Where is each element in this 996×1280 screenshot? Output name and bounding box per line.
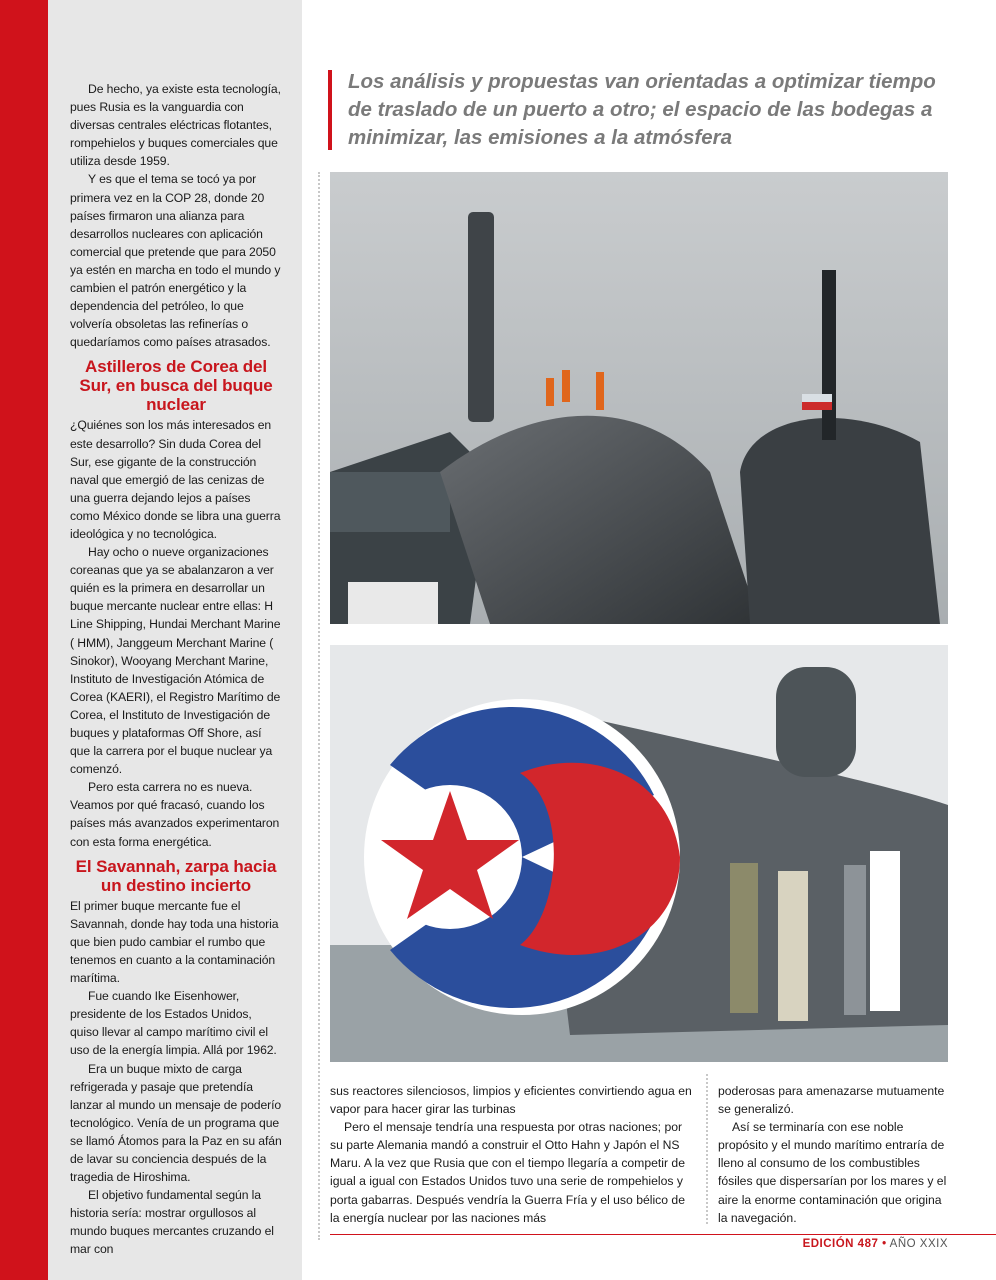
paragraph: Hay ocho o nueve organizaciones coreanas que ya se abalanzaron a ver quién es la primera en desarrollar un buque mercante nuclear entre ellas: H Line Shipping, Hundai Merchant Marine ( HMM), Janggeum Merchant Marine ( Sinokor), Wooyang Merchant Marine, Instituto de Investigación Atómica de Corea (KAERI), el Registro Marítimo de Corea, el Instituto de Investigación de buques y plataformas Off Shore, así que la carrera por el buque nuclear ya comenzó. xyxy=(70,545,281,777)
paragraph: Y es que el tema se tocó ya por primera vez en la COP 28, donde 20 países firmaron una alianza para desarrollos nucleares con aplicación comercial que pretende que para 2050 ya estén en marcha en todo el mundo y cambien el patrón energético y la dependencia del petróleo, lo que volvería obsoletas las refinerías o quedaríamos como países atrasados. xyxy=(70,172,281,350)
paragraph: poderosas para amenazarse mutuamente se generalizó. xyxy=(718,1084,945,1117)
paragraph: ¿Quiénes son los más interesados en este desarrollo? Sin duda Corea del Sur, ese gigante de la construcción naval que emergió de las cenizas de una guerra dejando lejos a países como México donde se libra una guerra ideológica y no tecnológica. xyxy=(70,418,281,541)
paragraph: Así se terminaría con ese noble propósito y el mundo marítimo entraría de lleno al consumo de los combustibles fósiles que dispersarían por los mares y el aire la enorme contaminación que origina la navegación. xyxy=(718,1120,947,1225)
red-margin-strip xyxy=(0,0,48,1280)
column-divider xyxy=(318,172,320,1240)
left-column-text xyxy=(70,80,282,1259)
paragraph: Era un buque mixto de carga refrigerada y pasaje que pretendía lanzar al mundo un mensaje de poderío tecnológico. Venía de un programa que se llamó Átomos para la Paz en su afán de lavar su conciencia después de la tragedia de Hiroshima. xyxy=(70,1061,282,1185)
footer-separator: • xyxy=(882,1238,887,1250)
page-footer xyxy=(803,1238,948,1250)
photo-submarines-docked xyxy=(330,172,948,624)
paragraph: sus reactores silenciosos, limpios y eficientes convirtiendo agua en vapor para hacer girar las turbinas xyxy=(330,1084,692,1117)
column-divider-bottom xyxy=(706,1074,708,1224)
pull-quote-bar xyxy=(328,70,332,150)
paragraph: El objetivo fundamental según la historia sería: mostrar orgullosos al mundo buques mercantes cruzando el mar con xyxy=(70,1188,274,1257)
paragraph: Fue cuando Ike Eisenhower, presidente de los Estados Unidos, quiso llevar al campo marítimo civil el uso de la energía limpia. Allá por 1962. xyxy=(70,989,277,1058)
paragraph: Pero el mensaje tendría una respuesta por otras naciones; por su parte Alemania mandó a construir el Otto Hahn y Japón el NS Maru. A la vez que Rusia que con el tiempo llegaría a competir de igual a igual con Estados Unidos tuvo una serie de rompehielos y porta gabarras. Después vendría la Guerra Fría y el uso bélico de la energía nuclear por las naciones más xyxy=(330,1120,685,1225)
subheading-savannah: El Savannah, zarpa hacia un destino incierto xyxy=(75,856,277,895)
bottom-right-column xyxy=(718,1082,950,1227)
bottom-left-column xyxy=(330,1082,692,1227)
pull-quote: Los análisis y propuestas van orientadas a optimizar tiempo de traslado de un puerto a otro; el espacio de las bodegas a minimizar, las emisiones a la atmósfera xyxy=(348,70,936,149)
submarines-illustration xyxy=(330,172,948,624)
paragraph: Pero esta carrera no es nueva. Veamos por qué fracasó, cuando los países más avanzados experimentaron con esta forma energética. xyxy=(70,780,280,849)
subheading-astilleros: Astilleros de Corea del Sur, en busca del buque nuclear xyxy=(79,357,273,415)
edition-number: EDICIÓN 487 xyxy=(802,1238,879,1250)
footer-rule xyxy=(330,1234,996,1235)
year-label: AÑO XXIX xyxy=(889,1238,948,1250)
submarine-flag-illustration xyxy=(330,645,948,1062)
photo-korean-submarine xyxy=(330,645,948,1062)
paragraph: El primer buque mercante fue el Savannah, donde hay toda una historia que bien pudo cambiar el rumbo que tenemos en cuanto a la contaminación marítima. xyxy=(70,898,279,986)
paragraph: De hecho, ya existe esta tecnología, pues Rusia es la vanguardia con diversas centrales eléctricas flotantes, rompehielos y buques comerciales que utiliza desde 1959. xyxy=(70,82,281,169)
